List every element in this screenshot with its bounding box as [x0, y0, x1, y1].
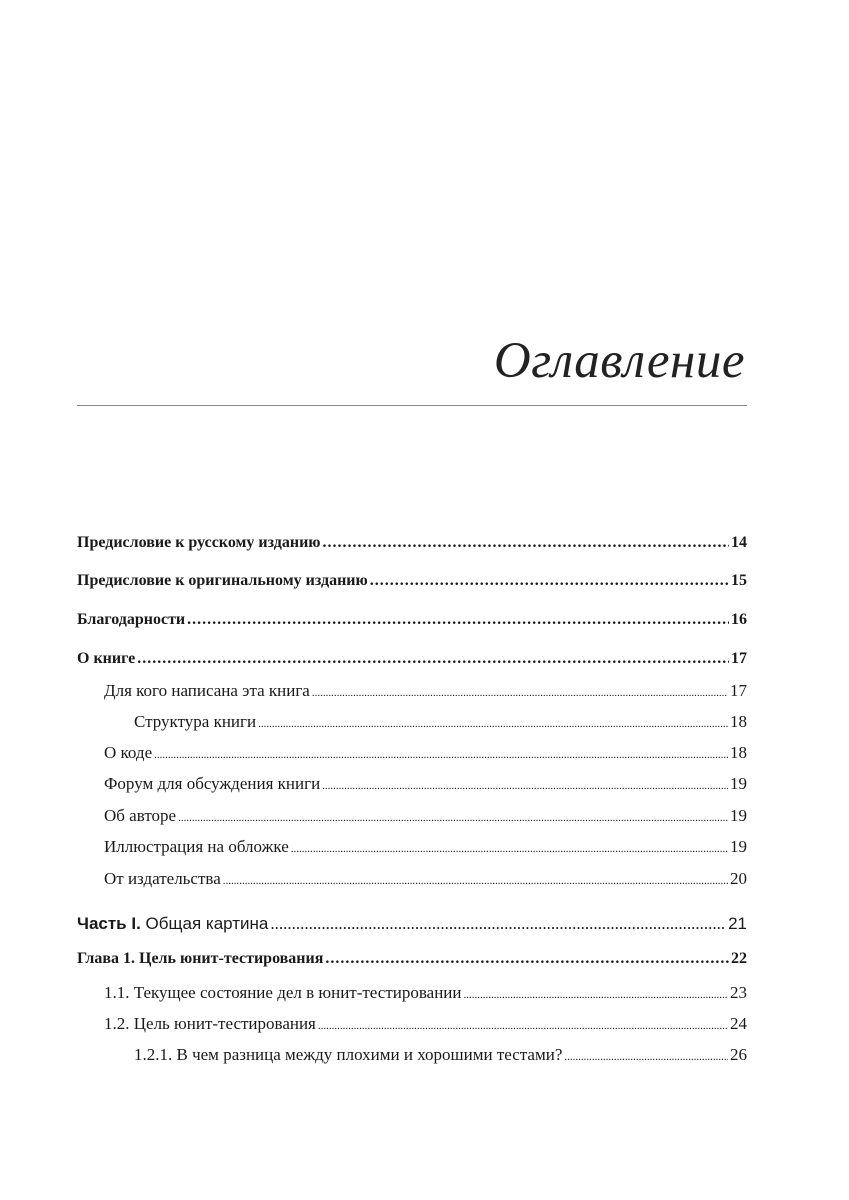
dot-leader: [370, 572, 729, 590]
toc-entry-page: 15: [731, 572, 747, 589]
dot-leader: [187, 611, 729, 629]
toc-entry-label: О коде: [104, 743, 153, 762]
dot-leader: [258, 718, 728, 730]
toc-entry-page: 20: [730, 869, 747, 888]
toc-entry-section-1-1[interactable]: [104, 983, 747, 1003]
toc-entry-about-author[interactable]: [104, 806, 747, 826]
toc-entry-page: 21: [728, 914, 747, 933]
toc-entry-page: 19: [730, 806, 747, 825]
toc-entry-page: 17: [730, 681, 747, 700]
toc-entry-about-book[interactable]: [77, 650, 747, 668]
toc-entry-label: Форум для обсуждения книги: [104, 774, 321, 793]
dot-leader: [137, 650, 729, 668]
toc-entry-label: От издательства: [104, 869, 221, 888]
toc-entry-label: Благодарности: [77, 611, 186, 628]
toc-entry-structure[interactable]: [134, 712, 747, 732]
toc-entry-page: 19: [730, 837, 747, 856]
dot-leader: [178, 812, 728, 824]
page-title: Оглавление: [493, 333, 745, 389]
dot-leader: [564, 1051, 728, 1063]
part-number: Часть I.: [77, 914, 141, 933]
toc-entry-russian-preface[interactable]: [77, 534, 747, 552]
dot-leader: [291, 843, 728, 855]
toc-entry-page: 14: [731, 534, 747, 551]
toc-entry-page: 17: [731, 650, 747, 667]
dot-leader: [270, 914, 726, 934]
dot-leader: [312, 687, 728, 699]
toc-entry-label: Глава 1. Цель юнит-тестирования: [77, 950, 324, 967]
toc-entry-acknowledgements[interactable]: [77, 611, 747, 629]
toc-entry-label: Предисловие к оригинальному изданию: [77, 572, 368, 589]
toc-entry-label: 1.2. Цель юнит-тестирования: [104, 1014, 316, 1033]
toc-entry-section-1-2[interactable]: [104, 1014, 747, 1034]
dot-leader: [464, 989, 729, 1001]
dot-leader: [154, 749, 728, 761]
dot-leader: [322, 780, 728, 792]
toc-entry-page: 26: [730, 1045, 747, 1064]
toc-entry-forum[interactable]: [104, 774, 747, 794]
toc-entry-page: 24: [730, 1014, 747, 1033]
toc-entry-about-code[interactable]: [104, 743, 747, 763]
dot-leader: [223, 875, 728, 887]
toc-entry-page: 19: [730, 774, 747, 793]
dot-leader: [318, 1020, 728, 1032]
toc-entry-page: 22: [731, 950, 747, 967]
table-of-contents: [77, 0, 747, 1200]
part-title: Общая картина: [145, 914, 269, 933]
toc-entry-original-preface[interactable]: [77, 572, 747, 590]
toc-entry-chapter-1[interactable]: [77, 950, 747, 968]
toc-entry-label: Структура книги: [134, 712, 257, 731]
toc-entry-page: 18: [730, 712, 747, 731]
toc-entry-label: Предисловие к русскому изданию: [77, 534, 321, 551]
toc-entry-label: Об авторе: [104, 806, 177, 825]
dot-leader: [323, 534, 729, 552]
toc-entry-label: О книге: [77, 650, 136, 667]
toc-entry-part-1[interactable]: [77, 914, 747, 934]
toc-entry-label: 1.2.1. В чем разница между плохими и хорошими тестами?: [134, 1045, 563, 1064]
toc-entry-section-1-2-1[interactable]: [134, 1045, 747, 1065]
toc-entry-label: [77, 914, 268, 934]
dot-leader: [325, 950, 729, 968]
toc-entry-page: 18: [730, 743, 747, 762]
toc-entry-page: 16: [731, 611, 747, 628]
toc-entry-page: 23: [730, 983, 747, 1002]
toc-entry-label: 1.1. Текущее состояние дел в юнит-тестировании: [104, 983, 462, 1002]
toc-entry-label: Иллюстрация на обложке: [104, 837, 289, 856]
toc-entry-publisher[interactable]: [104, 869, 747, 889]
toc-entry-cover-illustration[interactable]: [104, 837, 747, 857]
toc-entry-audience[interactable]: [104, 681, 747, 701]
toc-entry-label: Для кого написана эта книга: [104, 681, 310, 700]
